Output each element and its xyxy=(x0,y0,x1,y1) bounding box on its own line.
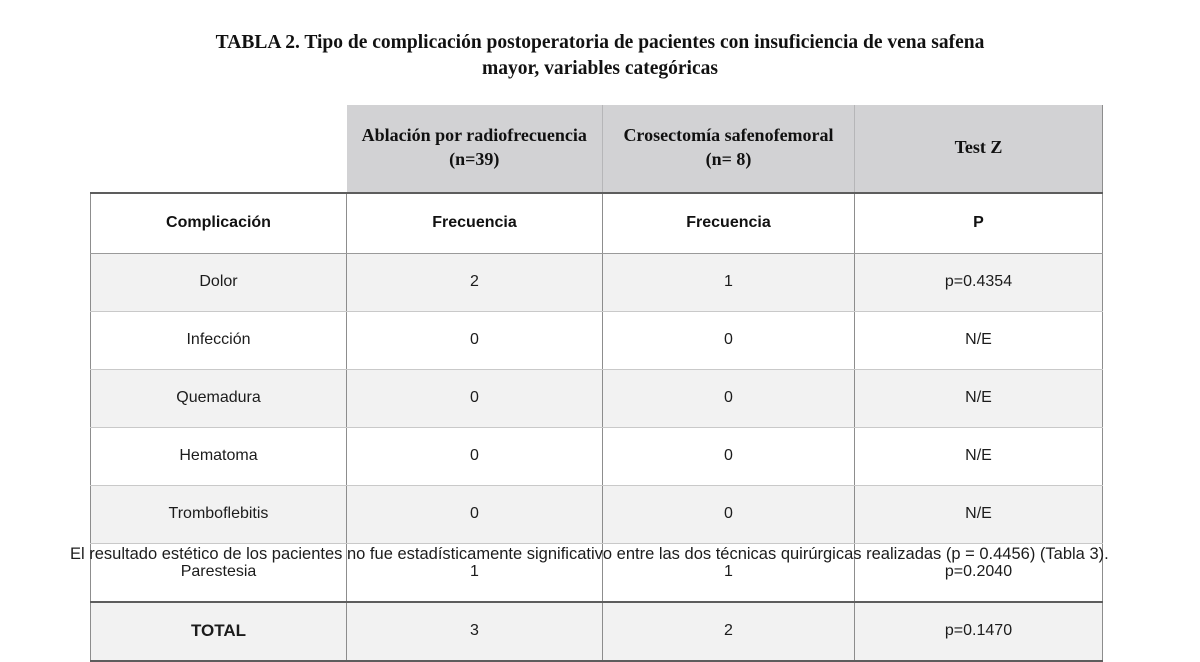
body-paragraph: El resultado estético de los pacientes no fue estadísticamente significativo entre las dos técnicas quirúrgicas realizadas (p = 0.4456) (Tabla 3). xyxy=(70,545,1109,563)
cell-frecuencia-rf: 0 xyxy=(347,427,603,485)
column-header-frecuencia-2: Frecuencia xyxy=(603,193,855,254)
cell-p-value: N/E xyxy=(855,311,1103,369)
cell-frecuencia-cs: 0 xyxy=(603,311,855,369)
table-column-header-row xyxy=(91,193,1103,254)
cell-complicacion: Tromboflebitis xyxy=(91,485,347,543)
cell-frecuencia-cs: 0 xyxy=(603,369,855,427)
table-container xyxy=(0,105,1200,662)
cell-frecuencia-cs: 1 xyxy=(603,253,855,311)
cell-frecuencia-cs: 1 xyxy=(603,543,855,602)
cell-frecuencia-rf: 2 xyxy=(347,253,603,311)
table-row xyxy=(91,253,1103,311)
cell-frecuencia-rf: 0 xyxy=(347,311,603,369)
table-header xyxy=(91,105,1103,254)
group-header-radiofrecuencia: Ablación por radiofrecuencia (n=39) xyxy=(347,105,603,193)
cell-complicacion: Hematoma xyxy=(91,427,347,485)
cell-frecuencia-rf: 0 xyxy=(347,369,603,427)
group-header-test-z: Test Z xyxy=(855,105,1103,193)
table-row-total xyxy=(91,602,1103,661)
column-header-p: P xyxy=(855,193,1103,254)
cell-frecuencia-rf: 1 xyxy=(347,543,603,602)
table-row xyxy=(91,311,1103,369)
cell-frecuencia-cs: 0 xyxy=(603,485,855,543)
cell-p-value: N/E xyxy=(855,427,1103,485)
table-group-header-row xyxy=(91,105,1103,193)
table-row xyxy=(91,485,1103,543)
complications-table xyxy=(90,105,1103,662)
cell-frecuencia-cs: 0 xyxy=(603,427,855,485)
cell-total-frecuencia-cs: 2 xyxy=(603,602,855,661)
table-title: TABLA 2. Tipo de complicación postoperatoria de pacientes con insuficiencia de vena safena mayor, variables categóricas xyxy=(215,32,985,80)
cell-complicacion: Quemadura xyxy=(91,369,347,427)
cell-frecuencia-rf: 0 xyxy=(347,485,603,543)
cell-complicacion: Parestesia xyxy=(91,543,347,602)
group-header-empty xyxy=(91,105,347,193)
cell-p-value: p=0.4354 xyxy=(855,253,1103,311)
column-header-frecuencia-1: Frecuencia xyxy=(347,193,603,254)
table-row xyxy=(91,369,1103,427)
cell-total-frecuencia-rf: 3 xyxy=(347,602,603,661)
document-page xyxy=(0,30,1200,641)
table-row xyxy=(91,427,1103,485)
cell-p-value: N/E xyxy=(855,485,1103,543)
cell-p-value: p=0.2040 xyxy=(855,543,1103,602)
cell-total-p-value: p=0.1470 xyxy=(855,602,1103,661)
cell-complicacion: Infección xyxy=(91,311,347,369)
cell-total-label: TOTAL xyxy=(91,602,347,661)
table-body xyxy=(91,253,1103,661)
cell-complicacion: Dolor xyxy=(91,253,347,311)
column-header-complicacion: Complicación xyxy=(91,193,347,254)
group-header-crosectomia: Crosectomía safenofemoral (n= 8) xyxy=(603,105,855,193)
cell-p-value: N/E xyxy=(855,369,1103,427)
